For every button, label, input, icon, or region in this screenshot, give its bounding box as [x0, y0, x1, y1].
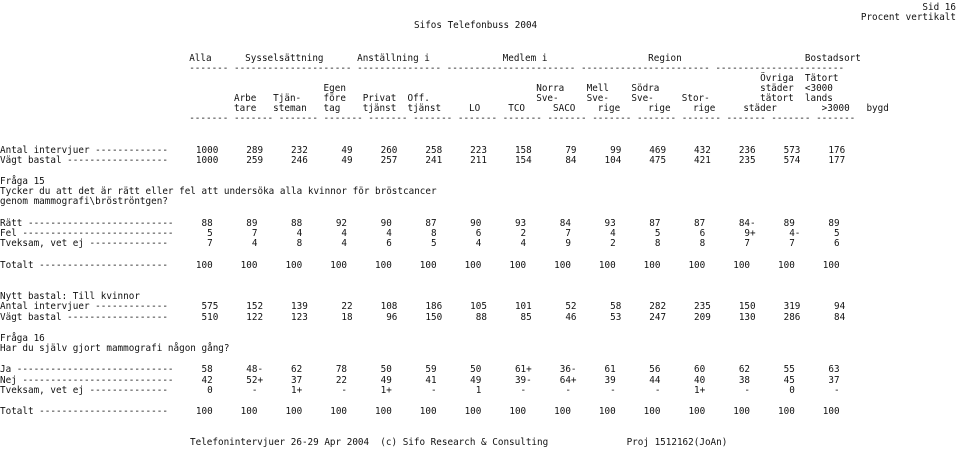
- table-row: Totalt ----------------------- 100 100 100 100 100 100 100 100 100 100 100 100 100 100 100: [0, 260, 840, 271]
- table-row: Nej --------------------------- 42 52+ 37 22 49 41 49 39- 64+ 39 44 40 38 45 37: [0, 375, 840, 386]
- question-title: Fråga 16: [0, 333, 45, 344]
- report-subtitle: Procent vertikalt: [860, 12, 956, 23]
- base-title: Nytt bastal: Till kvinnor: [0, 291, 140, 302]
- column-header-line-4: tare steman tag tjänst tjänst LO TCO SACO rige rige rige städer >3000 bygd: [178, 103, 889, 114]
- table-row: Antal intervjuer ------------- 575 152 139 22 108 186 105 101 52 58 282 235 150 319 94: [0, 301, 846, 312]
- question-text: Har du själv gjort mammografi någon gång?: [0, 343, 230, 354]
- table-row: Tveksam, vet ej -------------- 7 4 8 4 6 5 4 4 9 2 8 8 7 7 6: [0, 238, 840, 249]
- column-rule: ------- ------- ------- ------- ------- ------- ------- ------- ------- ------- ------- ------- ------- ------- -------: [178, 113, 856, 124]
- page-footer: Telefonintervjuer 26-29 Apr 2004 (c) Sifo Research & Consulting Proj 1512162(JoAn): [190, 437, 728, 448]
- column-header-line-2: Egen Norra Mell Södra städer <3000: [178, 83, 833, 94]
- report-title: Sifos Telefonbuss 2004: [414, 20, 538, 31]
- table-row: Ja ---------------------------- 58 48- 62 78 50 59 50 61+ 36- 61 56 60 62 55 63: [0, 364, 840, 375]
- table-row: Rätt -------------------------- 88 89 88 92 90 87 90 93 84 93 87 87 84- 89 89: [0, 218, 840, 229]
- question-title: Fråga 15: [0, 176, 45, 187]
- table-row: Vägt bastal ------------------ 1000 259 246 49 257 241 211 154 84 104 475 421 235 574 177: [0, 155, 846, 166]
- column-header-line-3: Arbe Tjän- före Privat Off. Sve- Sve- Sve- Stor- tätort lands: [178, 93, 833, 104]
- table-row: Fel --------------------------- 5 7 4 4 4 8 6 2 7 4 5 6 9+ 4- 5: [0, 228, 840, 239]
- column-header-line-1: Övriga Tätort: [178, 73, 839, 84]
- page-number: Sid 16: [922, 2, 956, 13]
- table-row: Totalt ----------------------- 100 100 100 100 100 100 100 100 100 100 100 100 100 100 100: [0, 406, 840, 417]
- table-row: Vägt bastal ------------------ 510 122 123 18 96 150 88 85 46 53 247 209 130 286 84: [0, 312, 846, 323]
- question-text: genom mammografi\bröströntgen?: [0, 196, 168, 207]
- table-row: Antal intervjuer ------------- 1000 289 232 49 260 258 223 158 79 99 469 432 236 573 176: [0, 145, 846, 156]
- question-text: Tycker du att det är rätt eller fel att undersöka alla kvinnor för bröstcancer: [0, 186, 437, 197]
- group-header: Alla Sysselsättning Anställning i Medlem i Region Bostadsort: [178, 53, 861, 64]
- group-rule: ------- --------------------- --------------- ----------------------- ----------------------- -----------------------: [178, 63, 845, 74]
- table-row: Tveksam, vet ej -------------- 0 - 1+ - 1+ - 1 - - - - 1+ - 0 -: [0, 385, 840, 396]
